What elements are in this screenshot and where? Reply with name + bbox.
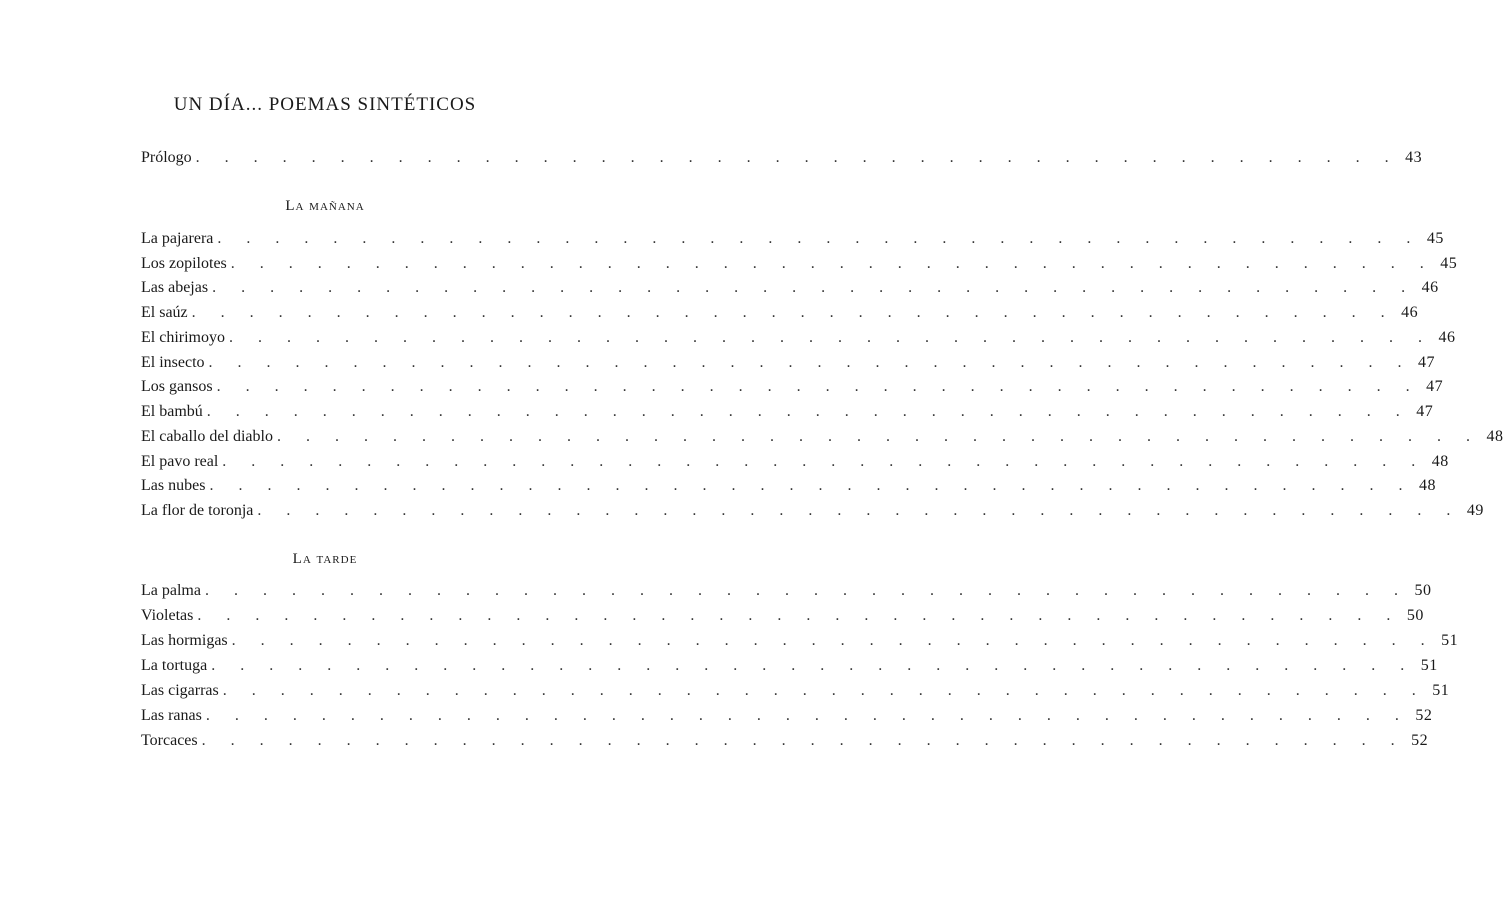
toc-entry[interactable] — [141, 277, 1439, 299]
toc-entry-page: 50 — [1414, 582, 1432, 599]
dot-leader: . . . . . . . . . . . . . . . . . . . . . . . . . . . . . . . . . . . . . . . . . . — [217, 230, 1421, 247]
toc-entry-title: Las nubes — [141, 477, 206, 494]
toc-entry-title: Violetas — [141, 607, 194, 624]
toc-entry-title: El insecto — [141, 354, 205, 371]
toc-entry[interactable] — [141, 580, 1432, 602]
toc-entry-title: Prólogo — [141, 149, 192, 166]
dot-leader: . . . . . . . . . . . . . . . . . . . . . . . . . . . . . . . . . . . . . . . . . . — [216, 378, 1421, 395]
dot-leader: . . . . . . . . . . . . . . . . . . . . . . . . . . . . . . . . . . . . . . . . . . — [228, 329, 1433, 346]
toc-entry[interactable] — [141, 352, 1436, 374]
toc-entry[interactable] — [141, 605, 1424, 627]
toc-entry-title: La pajarera — [141, 230, 214, 247]
toc-entry-title: El caballo del diablo — [141, 428, 273, 445]
toc-entry-prologue[interactable] — [141, 147, 1423, 169]
toc-entry-title: Las cigarras — [141, 682, 219, 699]
toc-entry-page: 47 — [1416, 403, 1434, 420]
toc-entry[interactable] — [141, 730, 1429, 752]
toc-entry[interactable] — [141, 680, 1450, 702]
toc-entry-page: 48 — [1431, 453, 1449, 470]
dot-leader: . . . . . . . . . . . . . . . . . . . . . . . . . . . . . . . . . . . . . . . . . . — [211, 657, 1415, 674]
toc-entry-title: El chirimoyo — [141, 329, 225, 346]
toc-entry-page: 51 — [1420, 657, 1438, 674]
toc-entry-title: El bambú — [141, 403, 203, 420]
section-heading-manana: La mañana — [285, 198, 365, 214]
dot-leader: . . . . . . . . . . . . . . . . . . . . . . . . . . . . . . . . . . . . . . . . . . — [231, 632, 1436, 649]
dot-leader: . . . . . . . . . . . . . . . . . . . . . . . . . . . . . . . . . . . . . . . . . . — [195, 149, 1400, 166]
toc-entry[interactable] — [141, 475, 1436, 497]
toc-entry-title: El saúz — [141, 304, 188, 321]
toc-entry-page: 49 — [1466, 502, 1484, 519]
dot-leader: . . . . . . . . . . . . . . . . . . . . . . . . . . . . . . . . . . . . . . . . . . — [212, 279, 1416, 296]
toc-entry-page: 46 — [1421, 279, 1439, 296]
toc-entry-title: La palma — [141, 582, 201, 599]
toc-entry-page: 47 — [1418, 354, 1436, 371]
dot-leader: . . . . . . . . . . . . . . . . . . . . . . . . . . . . . . . . . . . . . . . . . . — [205, 707, 1410, 724]
toc-entry-title: El pavo real — [141, 453, 219, 470]
section-heading-tarde: La tarde — [292, 551, 358, 567]
toc-entry-page: 47 — [1426, 378, 1444, 395]
dot-leader: . . . . . . . . . . . . . . . . . . . . . . . . . . . . . . . . . . . . . . . . . . — [201, 732, 1406, 749]
toc-entry[interactable] — [141, 228, 1444, 250]
toc-entry-page: 45 — [1426, 230, 1444, 247]
toc-entry-title: La tortuga — [141, 657, 208, 674]
dot-leader: . . . . . . . . . . . . . . . . . . . . . . . . . . . . . . . . . . . . . . . . . . — [209, 477, 1413, 494]
toc-entry[interactable] — [141, 500, 1484, 522]
dot-leader: . . . . . . . . . . . . . . . . . . . . . . . . . . . . . . . . . . . . . . . . . . — [230, 255, 1435, 272]
dot-leader: . . . . . . . . . . . . . . . . . . . . . . . . . . . . . . . . . . . . . . . . . . — [206, 403, 1411, 420]
toc-entry[interactable] — [141, 426, 1503, 448]
dot-leader: . . . . . . . . . . . . . . . . . . . . . . . . . . . . . . . . . . . . . . . . . . — [257, 502, 1461, 519]
toc-entry-page: 52 — [1411, 732, 1429, 749]
toc-entry-title: Las abejas — [141, 279, 209, 296]
toc-entry-page: 46 — [1401, 304, 1419, 321]
toc-entry-title: La flor de toronja — [141, 502, 254, 519]
toc-entry[interactable] — [141, 451, 1449, 473]
toc-entry-page: 48 — [1418, 477, 1436, 494]
toc-entry[interactable] — [141, 630, 1459, 652]
dot-leader: . . . . . . . . . . . . . . . . . . . . . . . . . . . . . . . . . . . . . . . . . . — [222, 682, 1427, 699]
toc-entry[interactable] — [141, 253, 1458, 275]
dot-leader: . . . . . . . . . . . . . . . . . . . . . . . . . . . . . . . . . . . . . . . . . . — [191, 304, 1396, 321]
dot-leader: . . . . . . . . . . . . . . . . . . . . . . . . . . . . . . . . . . . . . . . . . . — [222, 453, 1426, 470]
toc-entry-title: Las ranas — [141, 707, 202, 724]
toc-entry-page: 46 — [1438, 329, 1456, 346]
toc-entry-page: 45 — [1440, 255, 1458, 272]
toc-entry[interactable] — [141, 327, 1456, 349]
toc-entry-title: Los zopilotes — [141, 255, 227, 272]
toc-entry-title: Las hormigas — [141, 632, 228, 649]
toc-entry-page: 50 — [1406, 607, 1424, 624]
toc-entry[interactable] — [141, 401, 1434, 423]
toc-entry-page: 51 — [1441, 632, 1459, 649]
page-title: UN DÍA... POEMAS SINTÉTICOS — [173, 94, 477, 115]
toc-entry-title: Torcaces — [141, 732, 198, 749]
toc-entry-title: Los gansos — [141, 378, 213, 395]
toc-entry[interactable] — [141, 376, 1444, 398]
toc-entry[interactable] — [141, 302, 1419, 324]
dot-leader: . . . . . . . . . . . . . . . . . . . . . . . . . . . . . . . . . . . . . . . . . . — [208, 354, 1413, 371]
dot-leader: . . . . . . . . . . . . . . . . . . . . . . . . . . . . . . . . . . . . . . . . . . — [276, 428, 1481, 445]
toc-entry-page: 43 — [1405, 149, 1423, 166]
toc-entry-page: 52 — [1415, 707, 1433, 724]
dot-leader: . . . . . . . . . . . . . . . . . . . . . . . . . . . . . . . . . . . . . . . . . . — [197, 607, 1401, 624]
toc-entry[interactable] — [141, 705, 1433, 727]
toc-entry-page: 51 — [1432, 682, 1450, 699]
dot-leader: . . . . . . . . . . . . . . . . . . . . . . . . . . . . . . . . . . . . . . . . . . — [204, 582, 1409, 599]
toc-entry-page: 48 — [1486, 428, 1503, 445]
toc-entry[interactable] — [141, 655, 1438, 677]
